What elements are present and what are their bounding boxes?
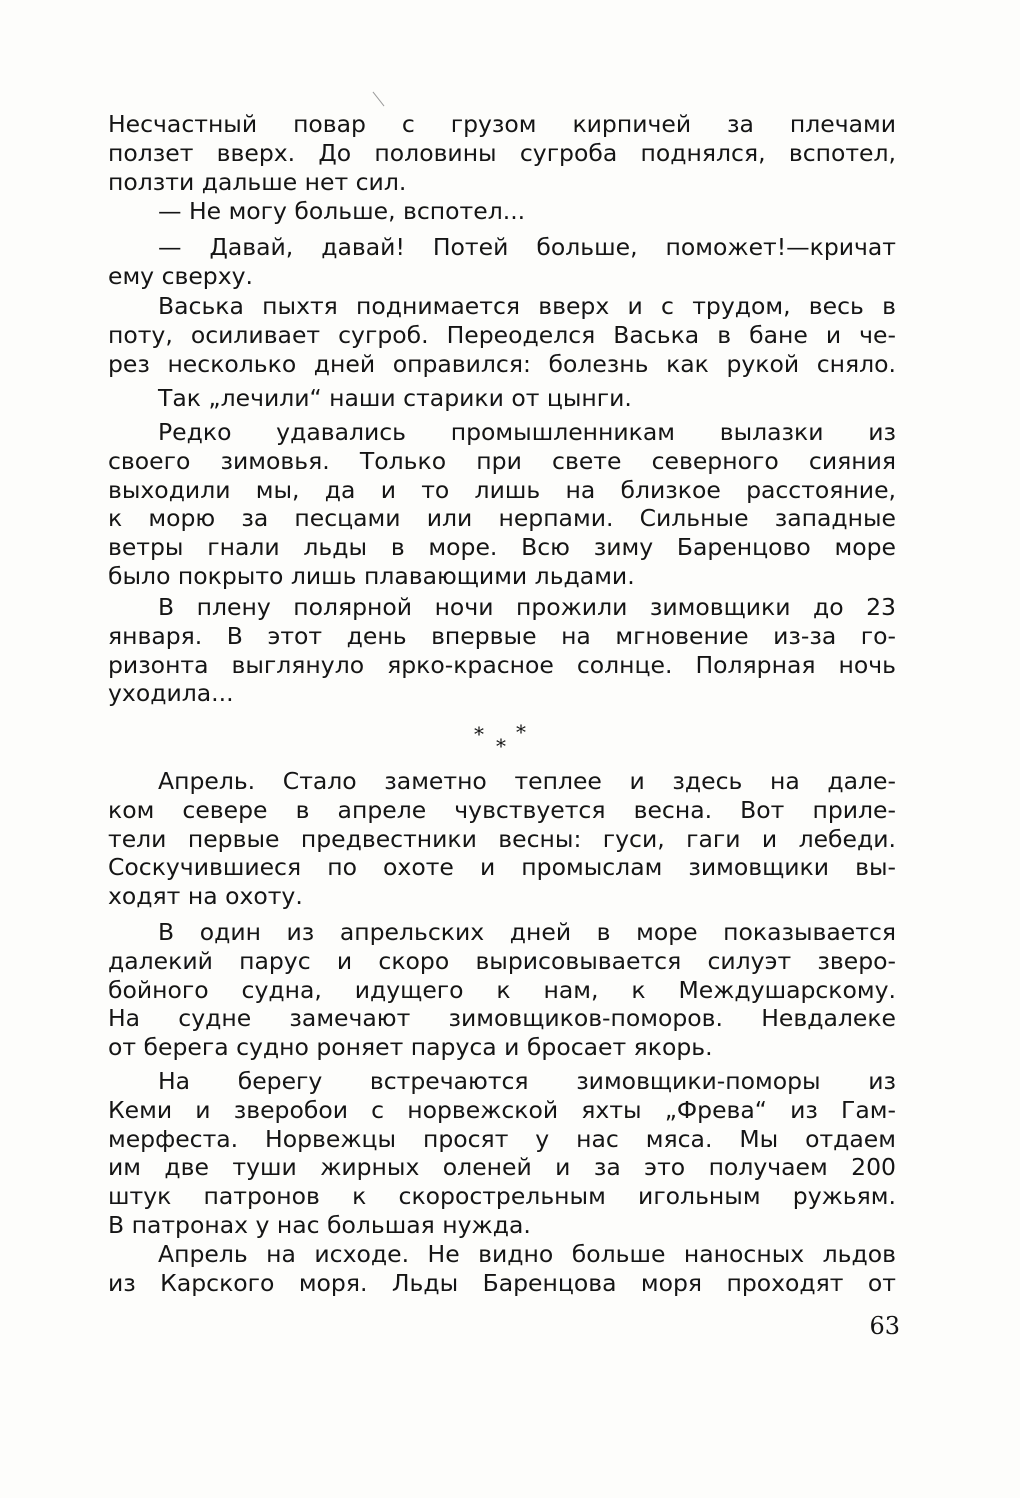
asterism-star: * <box>474 722 484 746</box>
text-line: выходили мы, да и то лишь на близкое расстояние, <box>108 475 896 504</box>
text-line: В патронах у нас большая нужда. <box>108 1210 531 1239</box>
text-line: от берега судно роняет паруса и бросает якорь. <box>108 1033 713 1062</box>
text-line: В плену полярной ночи прожили зимовщики до 23 <box>158 593 896 621</box>
paragraph <box>108 1240 896 1298</box>
text-line: из Карского моря. Льды Баренцова моря проходят от <box>108 1268 896 1297</box>
text-line: далекий парус и скоро вырисовывается силуэт зверо- <box>108 946 896 975</box>
asterism-star: * <box>496 734 506 758</box>
text-line: На берегу встречаются зимовщики-поморы из <box>158 1067 896 1095</box>
text-line: В один из апрельских дней в море показывается <box>158 918 896 946</box>
paragraph <box>108 1067 896 1240</box>
text-line: ветры гнали льды в море. Всю зиму Баренцово море <box>108 533 896 562</box>
dialogue-line <box>158 197 896 226</box>
text-line: Несчастный повар с грузом кирпичей за плечами <box>108 110 896 138</box>
text-line: ходят на охоту. <box>108 882 303 911</box>
text-line: Так „лечили“ наши старики от цынги. <box>158 384 632 412</box>
text-line: Апрель на исходе. Не видно больше наносных льдов <box>158 1240 896 1268</box>
text-line: бойного судна, идущего к нам, к Междушарскому. <box>108 975 896 1004</box>
text-line: — Давай, давай! Потей больше, поможет!—кричат <box>158 233 896 261</box>
scan-mark <box>373 92 385 107</box>
asterism-star: * <box>516 720 526 744</box>
text-line: мерфеста. Норвежцы просят у нас мяса. Мы отдаем <box>108 1124 896 1153</box>
paragraph <box>108 418 896 591</box>
text-line: января. В этот день впервые на мгновение из-за го- <box>108 621 896 650</box>
text-line: Васька пыхтя поднимается вверх и с трудом, весь в <box>158 292 896 320</box>
paragraph <box>108 292 896 378</box>
text-line: На судне замечают зимовщиков-поморов. Невдалеке <box>108 1004 896 1033</box>
text-line: к морю за песцами или нерпами. Сильные западные <box>108 504 896 533</box>
paragraph <box>108 918 896 1062</box>
text-line: ползти дальше нет сил. <box>108 167 407 196</box>
text-line: было покрыто лишь плавающими льдами. <box>108 561 635 590</box>
text-line: рез несколько дней оправился: болезнь как рукой сняло. <box>108 349 896 378</box>
paragraph <box>108 767 896 911</box>
paragraph <box>108 110 896 196</box>
text-line: Соскучившиеся по охоте и промыслам зимовщики вы- <box>108 853 896 882</box>
text-line: штук патронов к скорострельным игольным ружьям. <box>108 1182 896 1211</box>
text-line: им две туши жирных оленей и за это получаем 200 <box>108 1153 896 1182</box>
page-number: 63 <box>869 1312 900 1340</box>
text-line: — Не могу больше, вспотел... <box>158 197 526 225</box>
text-line: Редко удавались промышленникам вылазки из <box>158 418 896 446</box>
text-line: Кеми и зверобои с норвежской яхты „Фрева“ из Гам- <box>108 1095 896 1124</box>
text-line: ризонта выглянуло ярко-красное солнце. Полярная ночь <box>108 650 896 679</box>
paragraph <box>108 593 896 708</box>
text-line: Апрель. Стало заметно теплее и здесь на дале- <box>158 767 896 795</box>
text-line: ему сверху. <box>108 261 253 290</box>
section-break-asterism <box>472 718 536 758</box>
text-line: своего зимовья. Только при свете северного сияния <box>108 446 896 475</box>
text-line: ползет вверх. До половины сугроба поднялся, вспотел, <box>108 138 896 167</box>
text-line: тели первые предвестники весны: гуси, гаги и лебеди. <box>108 824 896 853</box>
text-line: уходила... <box>108 679 234 708</box>
text-line: ком севере в апреле чувствуется весна. Вот приле- <box>108 795 896 824</box>
text-line: поту, осиливает сугроб. Переоделся Васька в бане и че- <box>108 320 896 349</box>
paragraph <box>158 384 896 413</box>
dialogue-paragraph <box>108 233 896 291</box>
